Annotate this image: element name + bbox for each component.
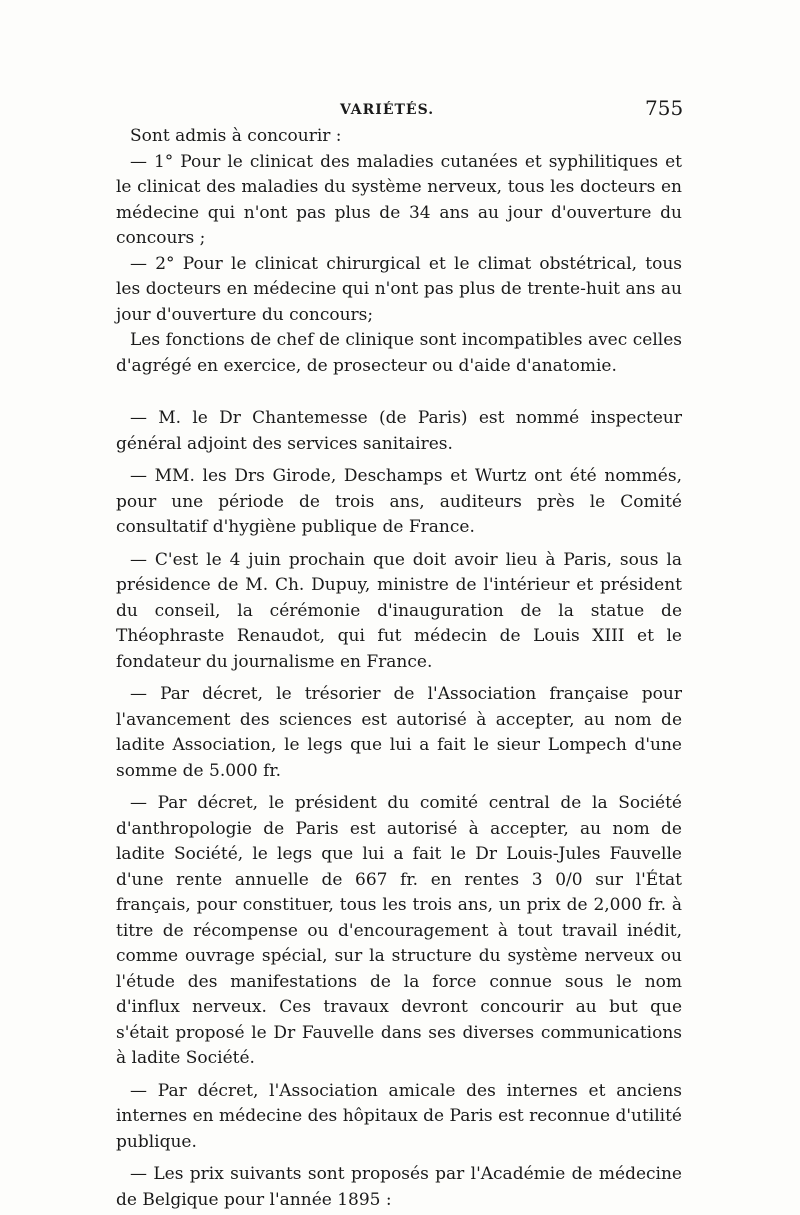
paragraph-societe-anthropologie: — Par décret, le président du comité central de la Société d'anthropologie de Paris est autorisé à accepter, au nom de ladite Société, le legs que lui a fait le Dr Louis-Jules Fauvelle d'une rente annuelle de 667 fr. en rentes 3 0/0 sur l'État français, pour constituer, tous les trois ans, un prix de 2,000 fr. à titre de récompense ou d'encouragement à tout travail inédit, comme ouvrage spécial, sur la structure du système nerveux ou l'étude des manifestations de la force connue sous le nom d'influx nerveux. Ces travaux devront concourir au but que s'était proposé le Dr Fauvelle dans ses diverses communications à ladite Société. <box>116 793 682 1068</box>
paragraph-renaudot: — C'est le 4 juin prochain que doit avoir lieu à Paris, sous la présidence de M. Ch. Dupuy, ministre de l'intérieur et président du conseil, la cérémonie d'inauguration de la statue de Théophraste Renaudot, qui fut médecin de Louis XIII et le fondateur du journalisme en France. <box>116 549 682 672</box>
paragraph-auditeurs: — MM. les Drs Girode, Deschamps et Wurtz ont été nommés, pour une période de trois ans, auditeurs près le Comité consultatif d'hygiène publique de France. <box>116 466 682 537</box>
paragraph-association-francaise: — Par décret, le trésorier de l'Association française pour l'avancement des sciences est autorisé à accepter, au nom de ladite Association, le legs que lui a fait le sieur Lompech d'une somme de 5.000 fr. <box>116 684 682 781</box>
running-title: VARIÉTÉS. <box>340 102 435 118</box>
running-head <box>0 92 800 122</box>
paragraph-admission-2: — 2° Pour le clinicat chirurgical et le climat obstétrical, tous les docteurs en médecine qui n'ont pas plus de trente-huit ans au jour d'ouverture du concours; <box>116 253 682 325</box>
paragraph-prix-belgique: — Les prix suivants sont proposés par l'Académie de médecine de Belgique pour l'année 1895 : <box>116 1164 682 1210</box>
page-number: 755 <box>645 96 684 120</box>
body-text <box>116 124 682 1213</box>
paragraph-chantemesse: — M. le Dr Chantemesse (de Paris) est nommé inspecteur général adjoint des services sanitaires. <box>116 408 682 454</box>
paragraph-incompatibility: Les fonctions de chef de clinique sont incompatibles avec celles d'agrégé en exercice, de prosecteur ou d'aide d'anatomie. <box>116 330 682 376</box>
paragraph-admission-1: — 1° Pour le clinicat des maladies cutanées et syphilitiques et le clinicat des maladies du système nerveux, tous les docteurs en médecine qui n'ont pas plus de 34 ans au jour d'ouverture du concours ; <box>116 151 682 248</box>
paragraph-association-internes: — Par décret, l'Association amicale des internes et anciens internes en médecine des hôpitaux de Paris est reconnue d'utilité publique. <box>116 1080 682 1152</box>
paragraph-admission-intro: Sont admis à concourir : <box>130 126 342 146</box>
